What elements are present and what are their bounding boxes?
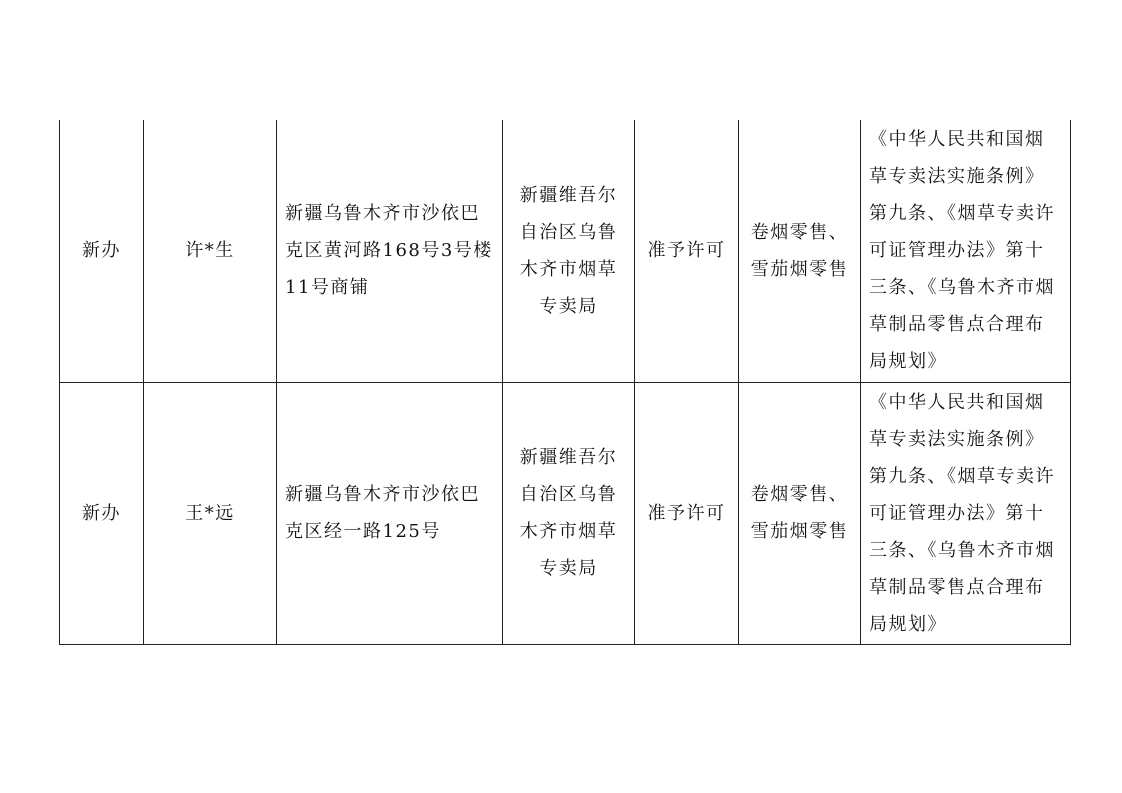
address-text: 新疆乌鲁木齐市沙依巴克区黄河路168号3号楼11号商铺 [285, 203, 493, 299]
cell-scope [739, 120, 861, 382]
cell-type [60, 382, 144, 644]
table-row [60, 120, 1071, 382]
decision-text: 准予许可 [647, 502, 726, 524]
decision-text: 准予许可 [647, 240, 726, 262]
name-text: 王*远 [185, 502, 235, 524]
basis-text: 《中华人民共和国烟草专卖法实施条例》第九条、《烟草专卖许可证管理办法》第十三条、《乌鲁木齐市烟草制品零售点合理布局规划》 [869, 129, 1055, 373]
cell-decision [635, 382, 739, 644]
address-text: 新疆乌鲁木齐市沙依巴克区经一路125号 [285, 484, 480, 542]
cell-name [144, 120, 277, 382]
cell-basis [861, 120, 1071, 382]
cell-address [277, 382, 503, 644]
cell-decision [635, 120, 739, 382]
cell-authority [503, 382, 635, 644]
name-text: 许*生 [185, 240, 235, 262]
cell-authority [503, 120, 635, 382]
cell-address [277, 120, 503, 382]
type-text: 新办 [82, 502, 121, 524]
scope-text: 卷烟零售、雪茄烟零售 [750, 484, 849, 542]
table-row [60, 382, 1071, 644]
authority-text: 新疆维吾尔自治区乌鲁木齐市烟草专卖局 [519, 447, 618, 579]
authority-text: 新疆维吾尔自治区乌鲁木齐市烟草专卖局 [519, 184, 618, 317]
type-text: 新办 [82, 240, 121, 262]
cell-scope [739, 382, 861, 644]
scope-text: 卷烟零售、雪茄烟零售 [750, 221, 849, 280]
cell-type [60, 120, 144, 382]
cell-name [144, 382, 277, 644]
basis-text: 《中华人民共和国烟草专卖法实施条例》第九条、《烟草专卖许可证管理办法》第十三条、《乌鲁木齐市烟草制品零售点合理布局规划》 [869, 391, 1055, 635]
license-table [59, 120, 1071, 645]
cell-basis [861, 382, 1071, 644]
